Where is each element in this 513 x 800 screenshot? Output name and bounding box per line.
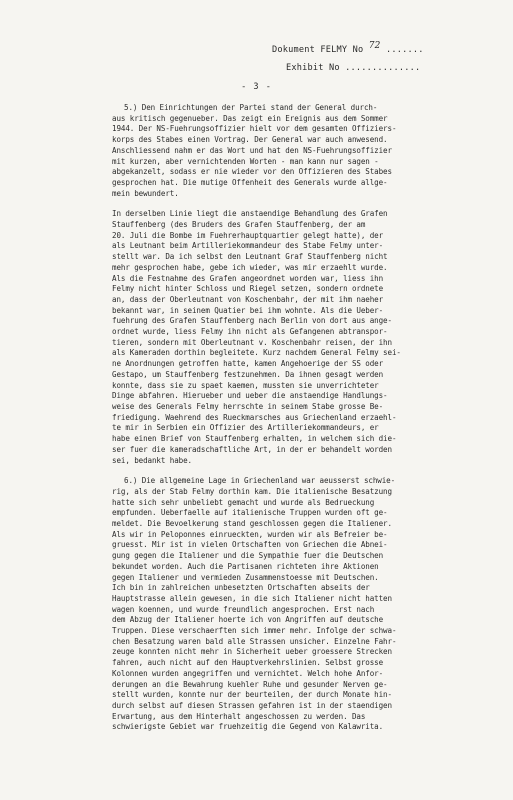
text-line: 5.) Den Einrichtungen der Partei stand der General durch-	[124, 103, 378, 112]
text-line: Als wir in Peloponnes einrueckten, wurden wir als Befreier be-	[112, 529, 388, 539]
text-line: friedigung. Waehrend des Rueckmarsches aus Griechenland erzaehl-	[112, 412, 397, 422]
text-line: derungen an die Bewahrung kuehler Ruhe und gesunder Nerven ge-	[112, 679, 388, 689]
paragraph-stauffenberg	[112, 209, 490, 466]
text-line: an, dass der Oberleutnant von Koschenbahr, der mit ihm naeher	[112, 294, 384, 304]
text-line: aus kritisch gegenueber. Das zeigt ein Ereignis aus dem Sommer	[112, 113, 388, 123]
text-line: ordnet wurde, liess Felmy ihn nicht als Gefangenen abtranspor-	[112, 327, 388, 337]
text-line: Stauffenberg (des Bruders des Grafen Stauffenberg, der am	[112, 220, 366, 230]
text-line: wagen koennen, und wurde freundlich angesprochen. Erst nach	[112, 604, 375, 614]
text-line: ser fuer die kameradschaftliche Art, in der er behandelt worden	[112, 444, 392, 454]
text-line: schwierigste Gebiet war fruehzeitig die Gegend von Kalawrita.	[112, 722, 384, 732]
document-number-line	[272, 41, 502, 56]
text-line: gung gegen die Italiener und die Sympathie fuer die Deutschen	[112, 551, 384, 561]
text-line: mit kurzen, aber vernichtenden Worten - man kann nur sagen -	[112, 156, 379, 166]
text-line: habe einen Brief von Stauffenberg erhalten, in welchem sich die-	[112, 434, 397, 444]
paragraph-5	[112, 103, 490, 199]
text-line: Hauptstrasse allein gewesen, in die sich Italiener nicht hatten	[112, 593, 392, 603]
text-line: gegen Italiener und vermieden Zusammenstoesse mit Deutschen.	[112, 572, 379, 582]
text-line: fahren, auch nicht auf den Hauptverkehrslinien. Selbst grosse	[112, 658, 384, 668]
text-line: mehr gesprochen habe, gebe ich wieder, was mir erzaehlt wurde.	[112, 262, 388, 272]
text-line: Dinge abfahren. Hierueber und ueber die anstaendige Handlungs-	[112, 391, 388, 401]
exhibit-line: Exhibit No ..............	[286, 63, 421, 73]
text-line: Erwartung, aus dem Hinterhalt angeschossen zu werden. Das	[112, 711, 366, 721]
document-body	[112, 103, 490, 733]
text-line: 1944. Der NS-Fuehrungsoffizier hielt vor dem gesamten Offiziers-	[112, 124, 397, 134]
document-header	[272, 41, 502, 74]
text-line: sei, bedankt habe.	[112, 455, 192, 465]
page-number: - 3 -	[241, 82, 272, 92]
text-line: weise des Generals Felmy herrschte in seinem Stabe grosse Be-	[112, 401, 384, 411]
text-line: stellt wurden, konnte nur der beurteilen, der durch Monate hin-	[112, 690, 392, 700]
text-line: abgekanzelt, sodass er nie wieder vor den Offizieren des Stabes	[112, 167, 392, 177]
document-number-dots: .......	[385, 45, 424, 55]
text-line: meldet. Die Bevoelkerung stand geschlossen gegen die Italiener.	[112, 519, 392, 529]
text-line: hatte sich sehr unbeliebt gemacht und wurde als Bedrueckung	[112, 497, 375, 507]
text-line: bekannt war, in seinem Quatier bei ihm wohnte. Als die Ueber-	[112, 305, 384, 315]
text-line: korps des Stabes einen Vortrag. Der General war auch anwesend.	[112, 135, 388, 145]
text-line: bekundet worden. Auch die Partisanen richteten ihre Aktionen	[112, 561, 379, 571]
text-line: Als die Festnahme des Grafen angeordnet worden war, liess ihn	[112, 273, 384, 283]
text-line: gruesst. Mir ist in vielen Ortschaften von Griechen die Abnei-	[112, 540, 388, 550]
text-line: tieren, sondern mit Oberleutnant v. Koschenbahr reisen, der ihn	[112, 337, 392, 347]
text-line: stellt war. Da ich selbst den Leutnant Graf Stauffenberg nicht	[112, 252, 388, 262]
text-line: durch selbst auf diesen Strassen gefahren ist in der staendigen	[112, 700, 392, 710]
text-line: te mir in Serbien ein Offizier des Artilleriekommandeurs, er	[112, 423, 379, 433]
text-line: rig, als der Stab Felmy dorthin kam. Die italienische Besatzung	[112, 486, 392, 496]
text-line: Ich bin in zahlreichen unbesetzten Ortschaften abseits der	[112, 583, 370, 593]
text-line: zeuge konnten nicht mehr in Sicherheit ueber groessere Strecken	[112, 647, 392, 657]
text-line: In derselben Linie liegt die anstaendige Behandlung des Grafen	[112, 209, 388, 219]
text-line: gesprochen hat. Die mutige Offenheit des Generals wurde allge-	[112, 177, 388, 187]
text-line: als Leutnant beim Artilleriekommandeur des Stabe Felmy unter-	[112, 241, 384, 251]
text-line: Kolonnen wurden angegriffen und vernichtet. Welch hohe Anfor-	[112, 668, 384, 678]
text-line: chen Besatzung waren bald alle Strassen unsicher. Einzelne Fahr-	[112, 636, 397, 646]
text-line: mein bewundert.	[112, 188, 179, 198]
text-line: als Kameraden dorthin begleitete. Kurz nachdem General Felmy sei-	[112, 348, 401, 358]
text-line: empfunden. Ueberfaelle auf italienische Truppen wurden oft ge-	[112, 508, 388, 518]
text-line: Anschliessend nahm er das Wort und hat den NS-Fuehrungsoffizier	[112, 145, 392, 155]
text-line: konnte, dass sie zu spaet kaemen, mussten sie unverrichteter	[112, 380, 379, 390]
text-line: Felmy nicht hinter Schloss und Riegel setzen, sondern ordnete	[112, 284, 384, 294]
text-line: Gestapo, um Stauffenberg festzunehmen. Da ihnen gesagt werden	[112, 369, 384, 379]
paragraph-6	[112, 476, 490, 733]
text-line: 20. Juli die Bombe im Fuehrerhauptquartier gelegt hatte), der	[112, 230, 384, 240]
text-line: dem Abzug der Italiener hoerte ich von Angriffen auf deutsche	[112, 615, 384, 625]
text-line: Truppen. Diese verschaerften sich immer mehr. Infolge der schwa-	[112, 626, 397, 636]
text-line: 6.) Die allgemeine Lage in Griechenland war aeusserst schwie-	[124, 476, 396, 486]
document-prefix: Dokument FELMY No	[272, 45, 364, 55]
text-line: fuehrung des Grafen Stauffenberg nach Berlin von dort aus ange-	[112, 316, 392, 326]
text-line: ne Anordnungen getroffen hatte, kamen Angehoerige der SS oder	[112, 359, 384, 369]
document-number: 72	[368, 41, 381, 51]
